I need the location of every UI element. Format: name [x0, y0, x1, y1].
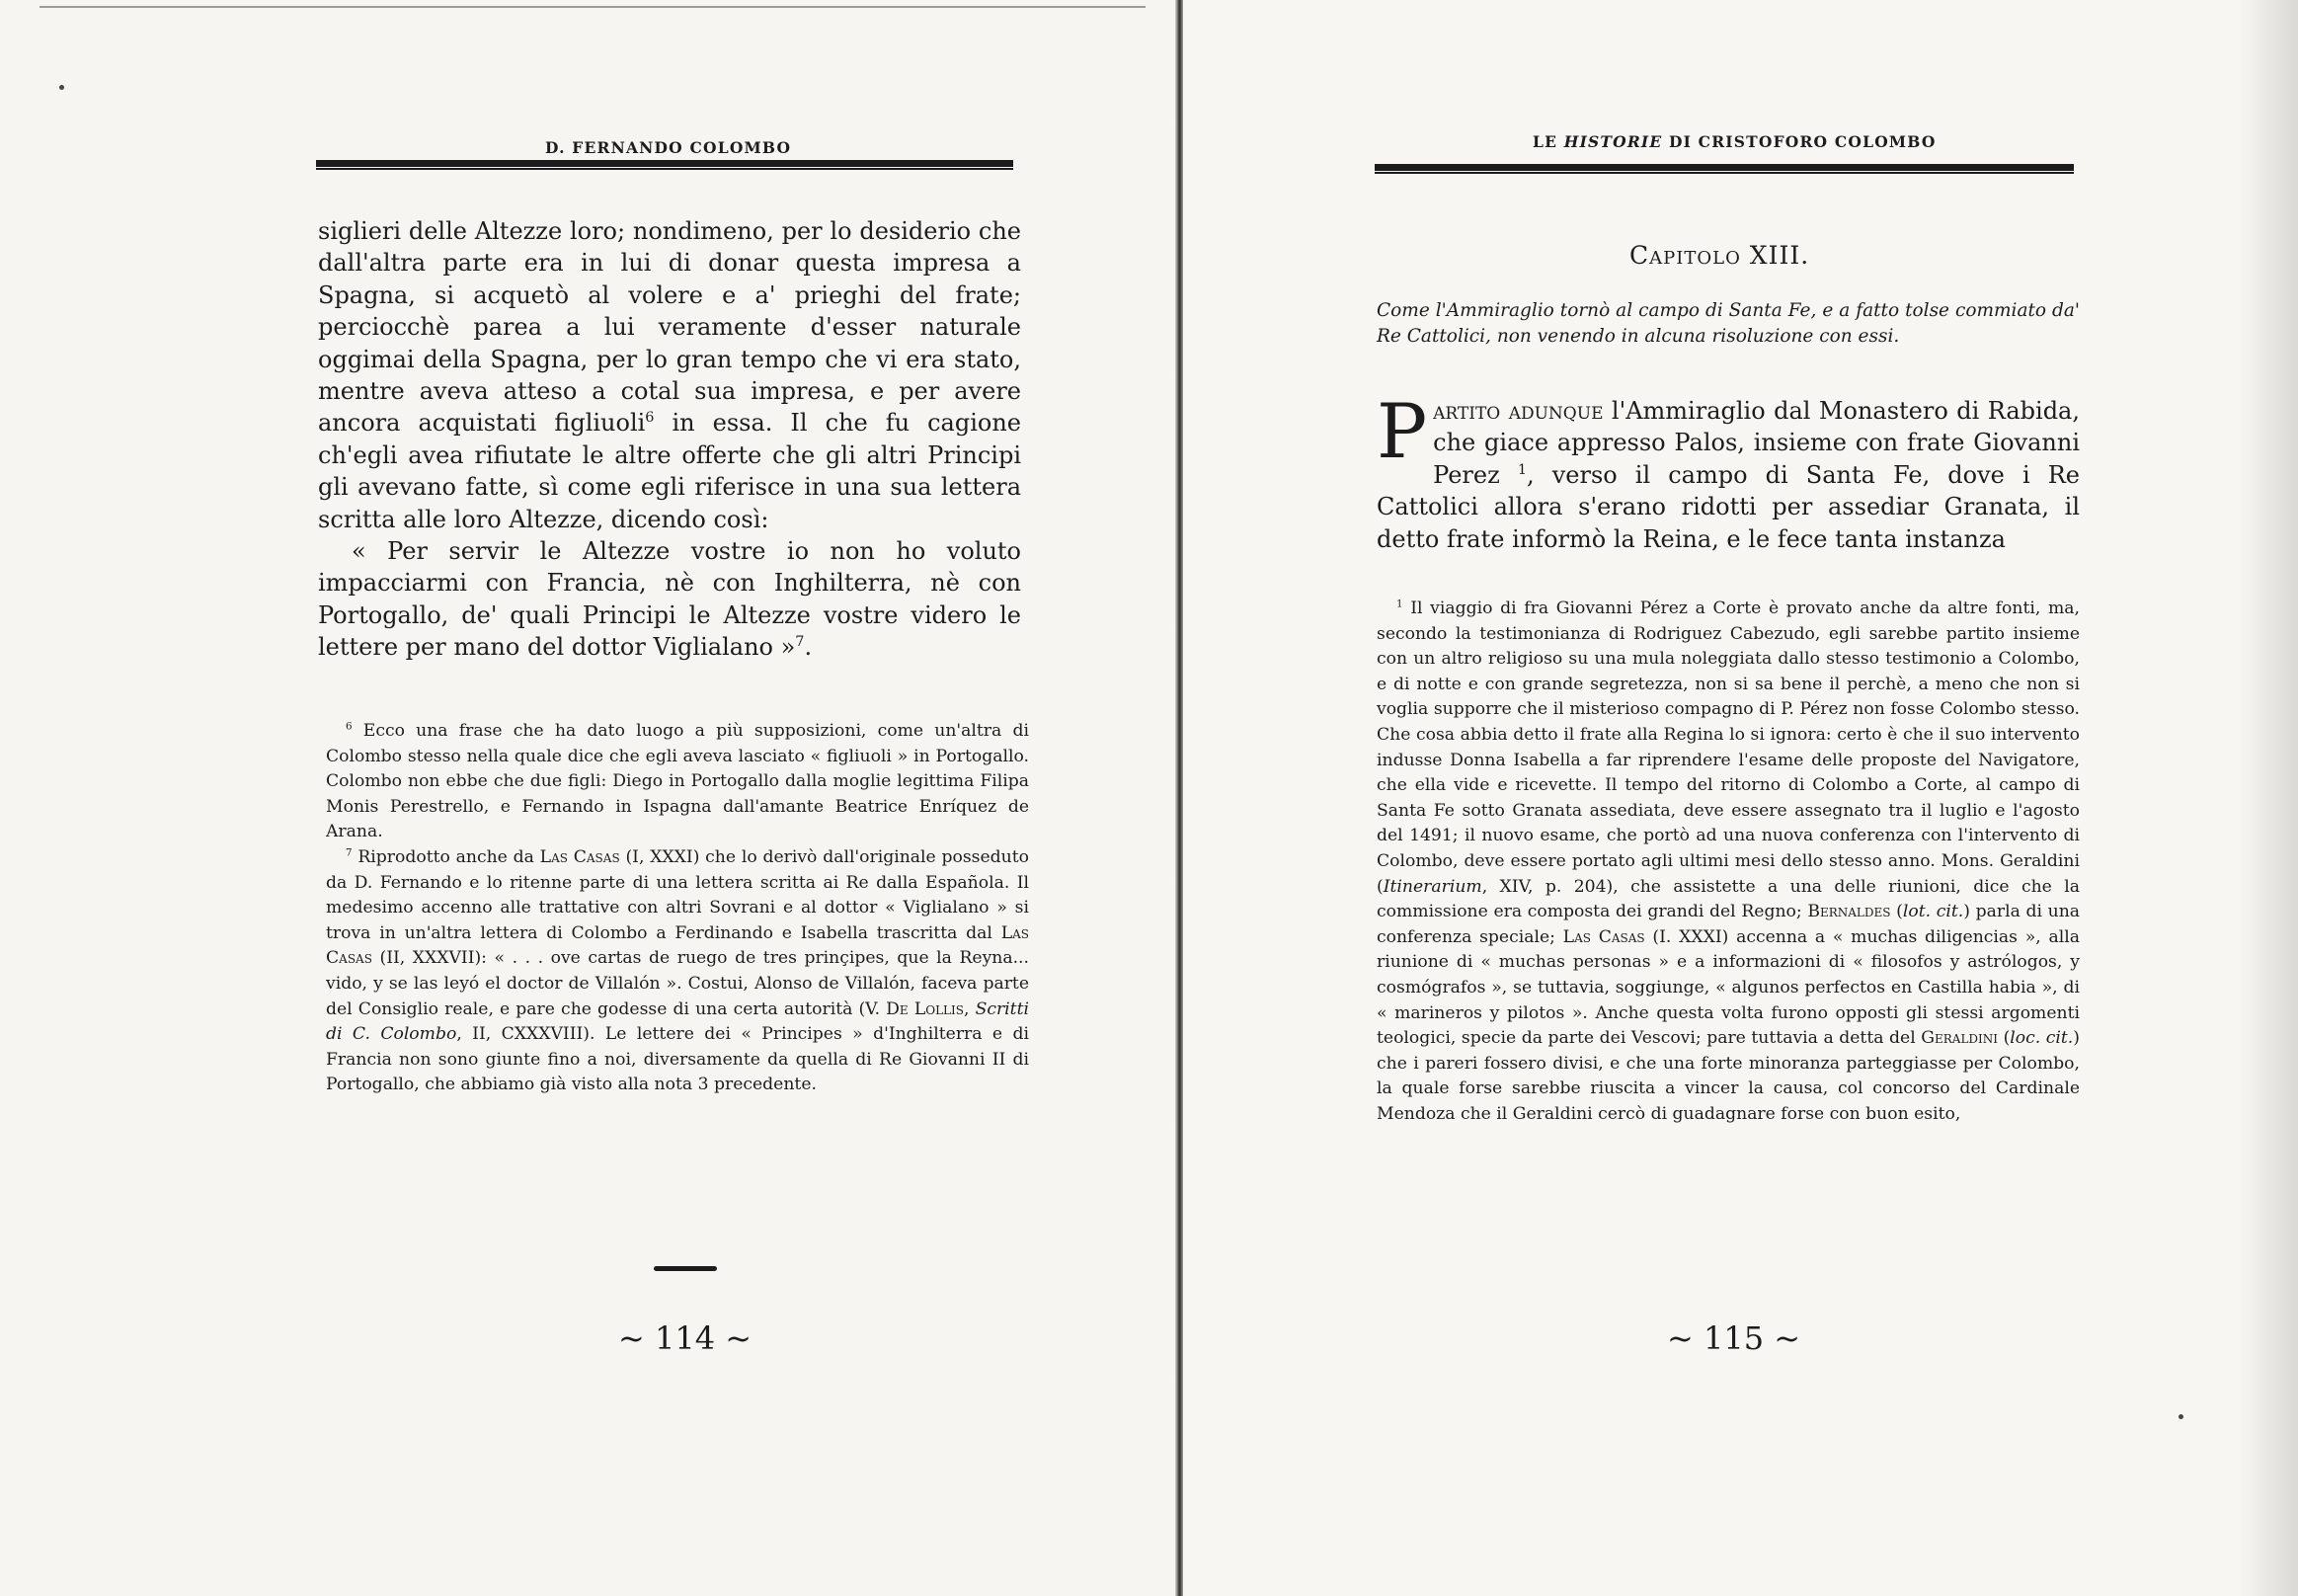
footnote-1-author-bernaldes: Bernaldes — [1807, 902, 1891, 922]
left-footnotes — [326, 719, 1029, 1098]
left-running-head: D. FERNANDO COLOMBO — [545, 138, 792, 157]
right-body-text — [1377, 387, 2080, 555]
footnote-7-text-c: (II, XXXVII): « . . . ove cartas de ruego de tres prinçipes, que la Reyna... vido, y se las leyó el doctor de Villalón ». Costui, Alonso de Villalón, faceva parte del Consiglio reale, e pare che godesse di una certa autorità (V. — [326, 948, 1029, 1019]
footnote-7-author-las-casas: Las Casas — [539, 846, 620, 867]
footnote-1-itinerarium: Itinerarium — [1383, 876, 1482, 897]
footnote-1-text-e: (I. XXXI) accenna a « muchas diligencias », alla riunione di « muchas personas » e a informazioni di « filosofos y astrólogos, y cosmógrafos », se tuttavia, soggiunge, « algunos perfectos en Castilla habia », di « marineros y pilotos ». Anche questa volta furono opposti gli stessi argomenti teologici, specie da parte dei Vescovi; pare tuttavia a detta del — [1377, 926, 2080, 1049]
page-edge-shadow — [2239, 0, 2298, 1596]
left-paragraph-2-quote: « Per servir le Altezze vostre io non ho voluto impacciarmi con Francia, nè con Inghilterra, nè con Portogallo, de' quali Principi le Altezze vostre videro le lettere per mano del dottor Viglialano » — [318, 537, 1021, 662]
right-body-text-a: l'Ammiraglio dal Monastero di Rabida, che giace appresso Palos, insieme con frate Giovanni Perez — [1433, 397, 2080, 489]
footnote-ref-1: 1 — [1517, 461, 1527, 478]
footnote-1-text-f: ( — [1998, 1028, 2011, 1049]
footnote-7 — [326, 845, 1029, 1098]
right-page-number: ~ 115 ~ — [1667, 1319, 1801, 1357]
footnote-7-text-e: , II, CXXXVIII). Le lettere dei « Principes » d'Inghilterra e di Francia non sono giunte fino a noi, diversamente da quella di Re Giovanni II di Portogallo, che abbiamo già visto alla nota 3 precedente. — [326, 1024, 1029, 1095]
paper-speck-right — [2179, 1414, 2183, 1419]
footnote-7-text-a: Riprodotto anche da — [352, 846, 540, 867]
footnote-7-author-de-lollis: De Lollis — [886, 998, 964, 1019]
footnote-1-text-c: ( — [1890, 902, 1903, 922]
right-body-text-b: , verso il campo di Santa Fe, dove i Re Cattolici allora s'erano ridotti per assediar Granata, il detto frate informò la Reina, e le fece tanta instanza — [1377, 460, 2080, 553]
footnote-1-loc-cit-2: loc. cit. — [2010, 1028, 2074, 1049]
footnote-1-text-g: ) che i pareri fossero divisi, e che una forte minoranza parteggiasse per Colombo, la quale forse sarebbe riuscita a vincer la causa, col concorso del Cardinale Mendoza che il Geraldini cercò di guadagnare forse con buon esito, — [1377, 1028, 2080, 1124]
right-running-head-part-a: LE — [1533, 132, 1564, 151]
footnote-6-number: 6 — [346, 720, 353, 733]
chapter-title: Capitolo XIII. — [1629, 241, 1810, 270]
footnote-1-author-las-casas: Las Casas — [1562, 926, 1645, 947]
right-running-head-part-b: DI CRISTOFORO COLOMBO — [1662, 132, 1937, 151]
left-head-rule — [316, 160, 1013, 170]
footnote-1 — [1377, 597, 2080, 1127]
footnote-6-text: Ecco una frase che ha dato luogo a più supposizioni, come un'altra di Colombo stesso nella quale dice che egli aveva lasciato « figliuoli » in Portogallo. Colombo non ebbe che due figli: Diego in Portogallo dalla moglie legittima Filipa Monis Perestrello, e Fernando in Ispagna dall'amante Beatrice Enríquez de Arana. — [326, 721, 1029, 842]
left-body-text — [318, 215, 1021, 664]
right-running-head — [1533, 132, 1937, 151]
paper-speck — [59, 85, 64, 90]
top-edge-rule — [40, 6, 1146, 8]
opening-small-caps: artito adunque — [1433, 397, 1604, 425]
footnote-ref-7: 7 — [795, 634, 805, 651]
left-paragraph-1-text: siglieri delle Altezze loro; nondimeno, per lo desiderio che dall'altra parte era in lui di donar questa impresa a Spagna, si acquetò al volere e a' prieghi del frate; perciocchè parea a lui veramente d'esser naturale oggimai della Spagna, per lo gran tempo che vi era stato, mentre aveva atteso a cotal sua impresa, e per avere ancora acquistati figliuoli — [318, 217, 1021, 438]
decorative-dash — [654, 1266, 717, 1271]
footnote-1-text-a: Il viaggio di fra Giovanni Pérez a Corte è provato anche da altre fonti, ma, secondo la testimonianza di Rodriguez Cabezudo, egli sarebbe partito insieme con un altro religioso su una mula noleggiata dallo stesso testimonio a Colombo, e di notte e con grande segretezza, non si sa bene il perchè, a meno che non si voglia supporre che il misterioso compagno di P. Pérez non fosse Colombo stesso. Che cosa abbia detto il frate alla Regina lo si ignora: certo è che il suo intervento indusse Donna Isabella a far riprendere l'esame delle proposte del Navigatore, che ella vide e ricevette. Il tempo del ritorno di Colombo a Corte, al campo di Santa Fe sotto Granata assediata, deve essere assegnato tra il luglio e l'agosto del 1491; il nuovo esame, che portò ad una nuova conferenza con l'intervento di Colombo, deve essere portato agli ultimi mesi dello stesso anno. Mons. Geraldini ( — [1377, 598, 2080, 897]
left-paragraph-1 — [318, 215, 1021, 535]
left-paragraph-2 — [318, 535, 1021, 664]
footnote-1-number: 1 — [1396, 598, 1403, 610]
footnote-7-text-d: , — [963, 998, 976, 1019]
footnote-1-text-d: ) parla di una conferenza speciale; — [1377, 902, 2081, 947]
footnote-7-author-las-casas-2: Las Casas — [326, 922, 1029, 969]
right-opening-paragraph — [1377, 387, 2080, 555]
left-page-number: ~ 114 ~ — [618, 1319, 753, 1357]
footnote-6 — [326, 719, 1029, 845]
footnote-ref-6: 6 — [645, 410, 655, 427]
drop-cap: P — [1377, 387, 1428, 475]
footnote-7-text-b: (I, XXXI) che lo derivò dall'originale posseduto da D. Fernando e lo ritenne parte di una lettera scritta ai Re dalla Española. Il medesimo accenno alle trattative con altri Sovrani e al dottor « Viglialano » si trova in un'altra lettera di Colombo a Ferdinando e Isabella trascritta dal — [326, 846, 1029, 943]
footnote-7-book-title: Scritti di C. Colombo — [326, 998, 1029, 1045]
left-paragraph-2-end: . — [804, 633, 813, 662]
chapter-summary: Come l'Ammiraglio tornò al campo di Santa Fe, e a fatto tolse commiato da' Re Cattolici, non venendo in alcuna risoluzione con essi. — [1377, 300, 2080, 347]
footnote-1-loc-cit: lot. cit. — [1902, 902, 1964, 922]
footnote-7-number: 7 — [346, 846, 353, 859]
right-head-rule — [1375, 164, 2074, 174]
footnote-1-author-geraldini: Geraldini — [1921, 1028, 1999, 1049]
footnote-1-text-b: , XIV, p. 204), che assistette a una delle riunioni, dice che la commissione era composta dei grandi del Regno; — [1377, 876, 2080, 922]
right-footnotes — [1377, 597, 2080, 1127]
right-running-head-italic: HISTORIE — [1563, 132, 1663, 151]
left-paragraph-1-text-continued: in essa. Il che fu cagione ch'egli avea rifiutate le altre offerte che gli altri Principi gli avevano fatte, sì come egli riferisce in una sua lettera scritta alle loro Altezze, dicendo così: — [318, 409, 1021, 533]
right-page — [1183, 0, 2298, 1596]
